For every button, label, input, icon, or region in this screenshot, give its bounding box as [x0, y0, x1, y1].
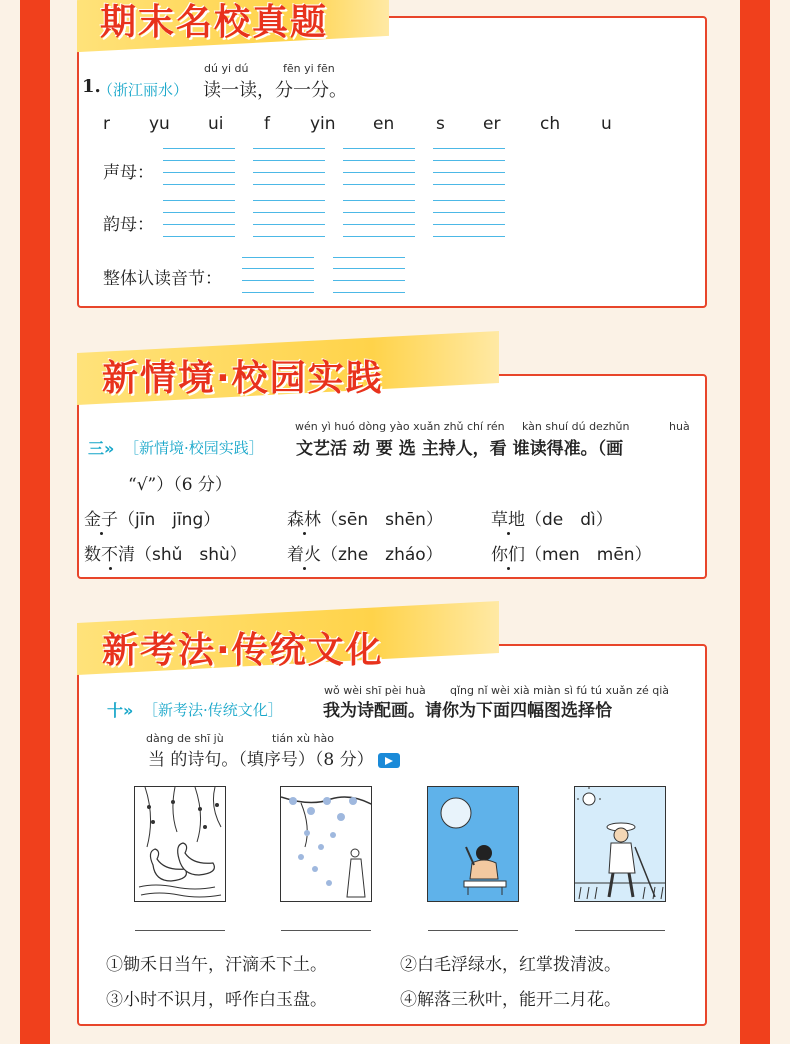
word-item: [491, 540, 652, 565]
letter-item: yu: [149, 114, 170, 134]
question-text-2: [148, 745, 400, 770]
question-marker: 三»: [88, 439, 115, 458]
pinyin-line-c: dàng de shī jù: [146, 732, 224, 745]
label-zhengti: 整体认读音节：: [103, 269, 222, 289]
letter-item: r: [103, 114, 110, 134]
poem-option: ③小时不识月，呼作白玉盘。: [106, 990, 327, 1010]
pinyin-line-a: wén yì huó dòng yào xuǎn zhǔ chí rén: [295, 420, 505, 433]
left-border-band: [20, 0, 50, 1044]
word-text: 数不清: [84, 545, 135, 565]
pinyin-fenyifen: fēn yi fēn: [283, 62, 335, 75]
word-text: 金子: [84, 510, 118, 530]
pinyin-line-a: wǒ wèi shī pèi huà: [324, 684, 426, 697]
word-options[interactable]: （de dì）: [525, 510, 613, 530]
word-text: 草地: [491, 510, 525, 530]
pinyin-line-b: qǐng nǐ wèi xià miàn sì fú tú xuǎn zé qià: [450, 684, 670, 697]
label-yunmu: 韵母：: [103, 215, 154, 235]
word-text: 你们: [491, 545, 525, 565]
right-border-band: [740, 0, 770, 1044]
answer-blank[interactable]: [135, 930, 225, 931]
question-marker: 十»: [107, 701, 134, 720]
question-text-2-label: 当 的诗句。（填序号）（8 分）: [148, 750, 374, 770]
question-text-2: “√”）（6 分）: [128, 475, 232, 495]
word-options[interactable]: （jīn jīng）: [118, 510, 221, 530]
word-item: [84, 540, 247, 565]
question-text: 文艺活 动 要 选 主持人，看 谁读得准。（画: [296, 439, 624, 459]
moon-child-picture: [427, 786, 519, 902]
poem-option: ④解落三秋叶，能开二月花。: [400, 990, 621, 1010]
word-options[interactable]: （sēn shēn）: [321, 510, 443, 530]
pinyin-line-b: kàn shuí dú dezhǔn: [522, 420, 630, 433]
word-item: [84, 505, 220, 530]
question-text: 读一读，分一分。: [203, 80, 347, 101]
video-icon[interactable]: [378, 753, 400, 768]
section1-title: 期末名校真题: [100, 2, 329, 43]
section2-title: 新情境·校园实践: [102, 358, 384, 399]
word-text: 着火: [287, 545, 321, 565]
pinyin-duyidu: dú yi dú: [204, 62, 249, 75]
letter-item: en: [373, 114, 395, 134]
question-tag: ［新考法·传统文化］: [143, 701, 283, 719]
section3-title: 新考法·传统文化: [102, 630, 384, 671]
answer-blank[interactable]: [428, 930, 518, 931]
question-tag: ［新情境·校园实践］: [124, 439, 264, 457]
answer-blank[interactable]: [281, 930, 371, 931]
letter-item: f: [264, 114, 270, 134]
peach-blossom-picture: [280, 786, 372, 902]
pinyin-line-d: tián xù hào: [272, 732, 334, 745]
poem-option: ①锄禾日当午，汗滴禾下土。: [106, 955, 327, 975]
question-source: （浙江丽水）: [98, 81, 189, 99]
word-text: 森林: [287, 510, 321, 530]
answer-blank[interactable]: [575, 930, 665, 931]
poem-option: ②白毛浮绿水，红掌拨清波。: [400, 955, 621, 975]
word-options[interactable]: （men mēn）: [525, 545, 652, 565]
swans-picture: [134, 786, 226, 902]
question-text: 我为诗配画。请你为下面四幅图选择恰: [323, 701, 612, 721]
pinyin-line-c: huà: [669, 420, 690, 433]
letter-item: ch: [540, 114, 561, 134]
letter-item: er: [483, 114, 501, 134]
letter-item: yin: [310, 114, 336, 134]
word-item: [287, 505, 443, 530]
letter-item: u: [601, 114, 612, 134]
farmer-picture: [574, 786, 666, 902]
word-options[interactable]: （zhe zháo）: [321, 545, 443, 565]
word-options[interactable]: （shǔ shù）: [135, 545, 247, 565]
word-item: [287, 540, 443, 565]
label-shengmu: 声母：: [103, 163, 154, 183]
question-number: 1.: [82, 76, 101, 97]
word-item: [491, 505, 613, 530]
letter-item: s: [436, 114, 445, 134]
letter-item: ui: [208, 114, 224, 134]
